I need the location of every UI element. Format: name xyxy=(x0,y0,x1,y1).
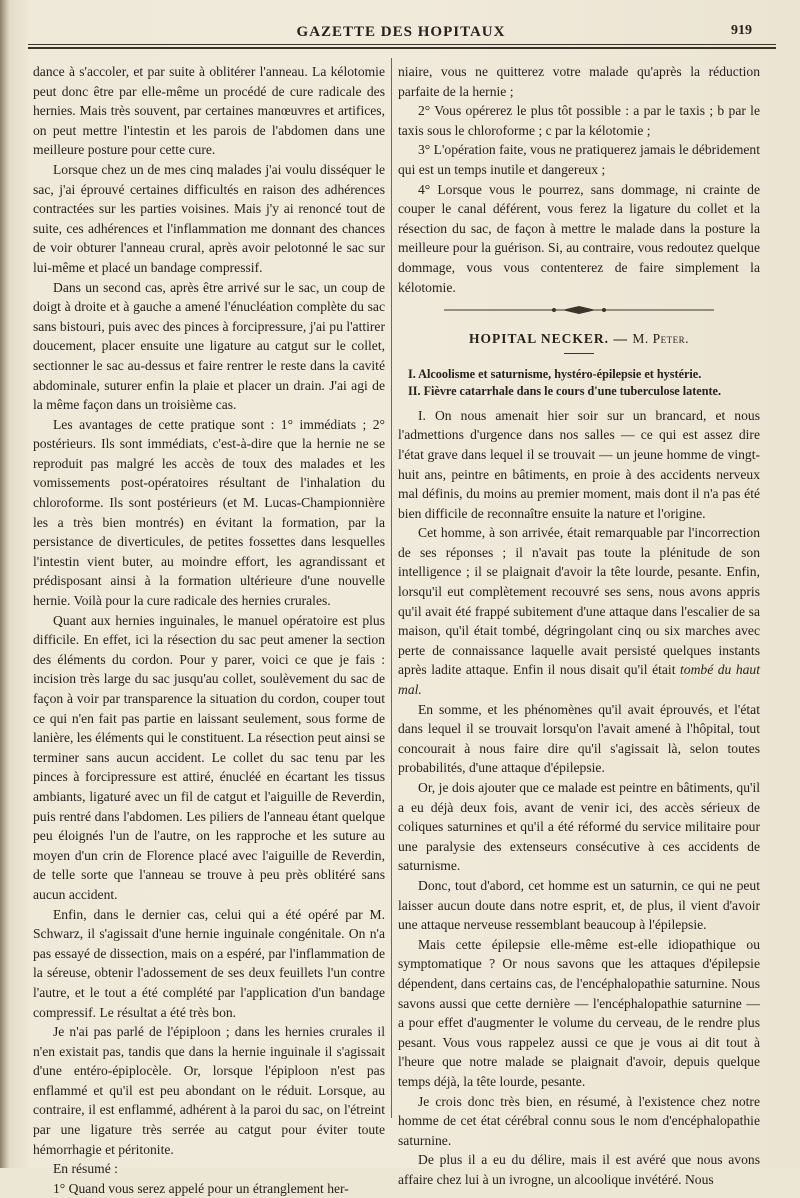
short-rule xyxy=(564,353,594,354)
paragraph: Quant aux hernies inguinales, le manuel opératoire est plus difficile. En effet, ici la résection du sac peut amener la section des éléments du cordon. Pour y parer, voici ce que je fais : incision très large du sac jusqu'au collet, soulèvement du sac de façon à voir par transparence la situation du cordon, couper tout ce qui n'en fait pas partie en laissant seulement, sous forme de lanière, les éléments qui le constituent. La résection peut ainsi se terminer sans aucun accident. Le collet du sac tenu par les pinces à forcipressure est attiré, énucléé en écartant les tissus ambiants, ligaturé avec un fil de catgut et l'aiguille de Reverdin, puis rentré dans l'abdomen. Les piliers de l'anneau étant quelque peu éloignés l'un de l'autre, on les rapproche et les suture au moyen d'un crin de Florence placé avec l'aiguille de Reverdin, de telle sorte que l'anneau se trouve à peu près oblitéré sans aucun accident. xyxy=(33,612,385,902)
paragraph: Je crois donc très bien, en résumé, à l'existence chez notre homme de cet état cérébral connu sous le nom d'encéphalopathie saturnine. xyxy=(398,1093,760,1148)
paragraph: Donc, tout d'abord, cet homme est un saturnin, ce qui ne peut laisser aucun doute dans notre esprit, et, de plus, il vient d'avoir une attaque nerveuse ressemblant beaucoup à l'épilepsie. xyxy=(398,877,760,933)
case-headings xyxy=(398,366,760,400)
paragraph: De plus il a eu du délire, mais il est avéré que nous avons affaire chez lui à un ivrogne, un alcoolique invétéré. Nous xyxy=(398,1152,760,1187)
paragraph: dance à s'accoler, et par suite à oblitérer l'anneau. La kélotomie peut donc être par elle-même un procédé de cure radicale des hernies. Mais très souvent, par certaines manœuvres et artifices, on peut mettre l'intestin et les parois de l'abdomen dans une meilleure posture pour cette cure. xyxy=(33,64,385,158)
column-divider xyxy=(391,58,392,1118)
ornament-rule-icon xyxy=(444,305,714,315)
header-rule-thick xyxy=(28,47,776,49)
section-ornament xyxy=(398,305,760,319)
left-column xyxy=(33,62,385,1198)
paragraph: Enfin, dans le dernier cas, celui qui a été opéré par M. Schwarz, il s'agissait d'une hernie inguinale congénitale. On n'a pas essayé de dissection, mais on a espéré, par l'inflammation de la séreuse, obtenir l'adossement de ses deux feuillets l'un contre l'autre, et le tout a été complété par l'application d'un bandage compressif. Le résultat a été très bon. xyxy=(33,906,385,1020)
paragraph: niaire, vous ne quitterez votre malade qu'après la réduction parfaite de la hernie ; xyxy=(398,64,760,99)
paragraph: En somme, et les phénomènes qu'il avait éprouvés, et l'état dans lequel il se trouvait lorsqu'on l'avait amené à l'hôpital, tout concourait à nous faire dire qu'il s'agissait là, selon toutes probabilités, d'une attaque d'épilepsie. xyxy=(398,701,760,776)
paragraph: 1° Quand vous serez appelé pour un étranglement her- xyxy=(53,1180,349,1196)
book-spine-shadow xyxy=(0,0,10,1168)
italic-phrase: tombé du haut mal. xyxy=(398,662,761,698)
paragraph: 4° Lorsque vous le pourrez, sans dommage, ni crainte de couper le canal déférent, vous ferez la ligature du collet et la résection du sac, de façon à mettre le malade dans la posture la meilleure pour la guérison. Si, au contraire, vous redoutez quelque dommage, vous vous contenterez de faire simplement la kélotomie. xyxy=(398,181,760,295)
hospital-section-title xyxy=(398,329,760,349)
paragraph: Lorsque chez un de mes cinq malades j'ai voulu disséquer le sac, j'ai éprouvé certaines difficultés en raison des adhérences contractées sur les parties voisines. Mais j'y ai renoncé tout de suite, ces adhérences et l'inflammation me donnant des chances de voir obturer l'anneau crural, après avoir pelotonné le sac sur lui-même et placé un bandage compressif. xyxy=(33,161,385,275)
paragraph: 2° Vous opérerez le plus tôt possible : a par le taxis ; b par le taxis sous le chloroforme ; c par la kélotomie ; xyxy=(398,103,760,138)
paragraph: Les avantages de cette pratique sont : 1° immédiats ; 2° postérieurs. Ils sont immédiats, c'est-à-dire que la hernie ne se reproduit pas malgré les accès de toux des malades et les vomissements post-opératoires résultant de l'inhalation du chloroforme. Ils sont postérieurs (et M. Lucas-Championnière les a très bien montrés) en évitant la formation, par la persistance de diverticules, de petites fossettes dans lesquelles l'intestin vient buter, au moindre effort, les agrandissant et prédisposant ainsi à la formation ultérieure d'une nouvelle hernie. Voilà pour la cure radicale des hernies crurales. xyxy=(33,416,385,609)
case-heading-2: II. Fièvre catarrhale dans le cours d'une tuberculose latente. xyxy=(408,383,722,398)
paragraph: Je n'ai pas parlé de l'épiploon ; dans les hernies crurales il n'en existait pas, tandis que dans la hernie inguinale il s'agissait d'une entéro-épiplocèle. Or, lorsque l'épiploon n'est pas enflammé et qu'il est peu abondant on le réduit. Lorsque, au contraire, il est enflammé, adhérent à la paroi du sac, on l'étreint par une ligature très serrée au catgut pour éviter toute hémorrhagie et péritonite. xyxy=(33,1024,385,1157)
paragraph: Or, je dois ajouter que ce malade est peintre en bâtiments, qu'il a eu déjà deux fois, avant de venir ici, des accès sérieux de coliques saturnines et qu'il a été réformé du service militaire pour une paralysie des extenseurs consécutive à ces accidents de saturnisme. xyxy=(398,780,760,874)
paragraph: I. On nous amenait hier soir sur un brancard, et nous l'admettions d'urgence dans nos salles — ce qui est assez dire l'état grave dans lequel il se trouvait — un jeune homme de vingt-huit ans, peintre en bâtiments, en proie à des accidents nerveux mal définis, du moins au premier moment, mais dont il n'a pas été bien difficile de reconnaître ensuite la nature et l'origine. xyxy=(398,407,760,521)
case-heading-1: I. Alcoolisme et saturnisme, hystéro-épilepsie et hystérie. xyxy=(408,366,702,381)
paragraph: Dans un second cas, après être arrivé sur le sac, un coup de doigt à droite et à gauche a amené l'énucléation complète du sac sans bistouri, puis avec des pinces à forcipressure, j'ai pu l'attirer doucement, placer ensuite une ligature au catgut sur le collet, sectionner le sac au-dessus et faire rentrer le reste dans la cavité abdominale, suturer enfin la plaie et placer un drain. J'ai agi de la même façon dans un troisième cas. xyxy=(33,279,385,413)
lecturer-name: M. Peter. xyxy=(632,331,689,347)
paragraph: Mais cette épilepsie elle-même est-elle idiopathique ou symptomatique ? Or nous savons que les attaques d'épilepsie dépendent, dans certains cas, de l'encéphalopathie saturnine. Nous savons aussi que cette dernière — l'encéphalopathie saturnine — a pour effet d'augmenter le volume du cerveau, de le rendre plus pesant. Vous vous rappelez aussi ce que je vous ai dit tout à l'heure que notre malade se plaignait d'avoir, depuis quelque temps déjà, la tête lourde, pesante. xyxy=(398,936,760,1089)
page-number: 919 xyxy=(731,23,752,38)
paragraph: En résumé : xyxy=(53,1161,118,1177)
header-rule xyxy=(28,44,776,45)
paragraph-text: Cet homme, à son arrivée, était remarquable par l'incorrection de ses réponses ; il n'avait pas toute la plénitude de son intelligence ; il se plaignait d'avoir la tête lourde, pesante. Enfin, lorsqu'il eut complètement recouvré ses sens, nous avons appris qu'il avait été frappé subitement d'une attaque dans l'escalier de sa maison, qu'il était tombé, dégringolant cinq ou six marches avec perte de connaissance laquelle avait persisté quelques instants après ladite attaque. Enfin il nous disait qu'il était xyxy=(398,525,760,678)
right-column xyxy=(398,62,760,1189)
hospital-name: HOPITAL NECKER. xyxy=(469,331,610,347)
title-dash: — xyxy=(609,331,633,347)
paragraph: 3° L'opération faite, vous ne pratiquerez jamais le débridement qui est un temps inutile et dangereux ; xyxy=(398,142,760,177)
running-title: GAZETTE DES HOPITAUX xyxy=(296,24,506,40)
paragraph-with-italic xyxy=(398,523,760,699)
